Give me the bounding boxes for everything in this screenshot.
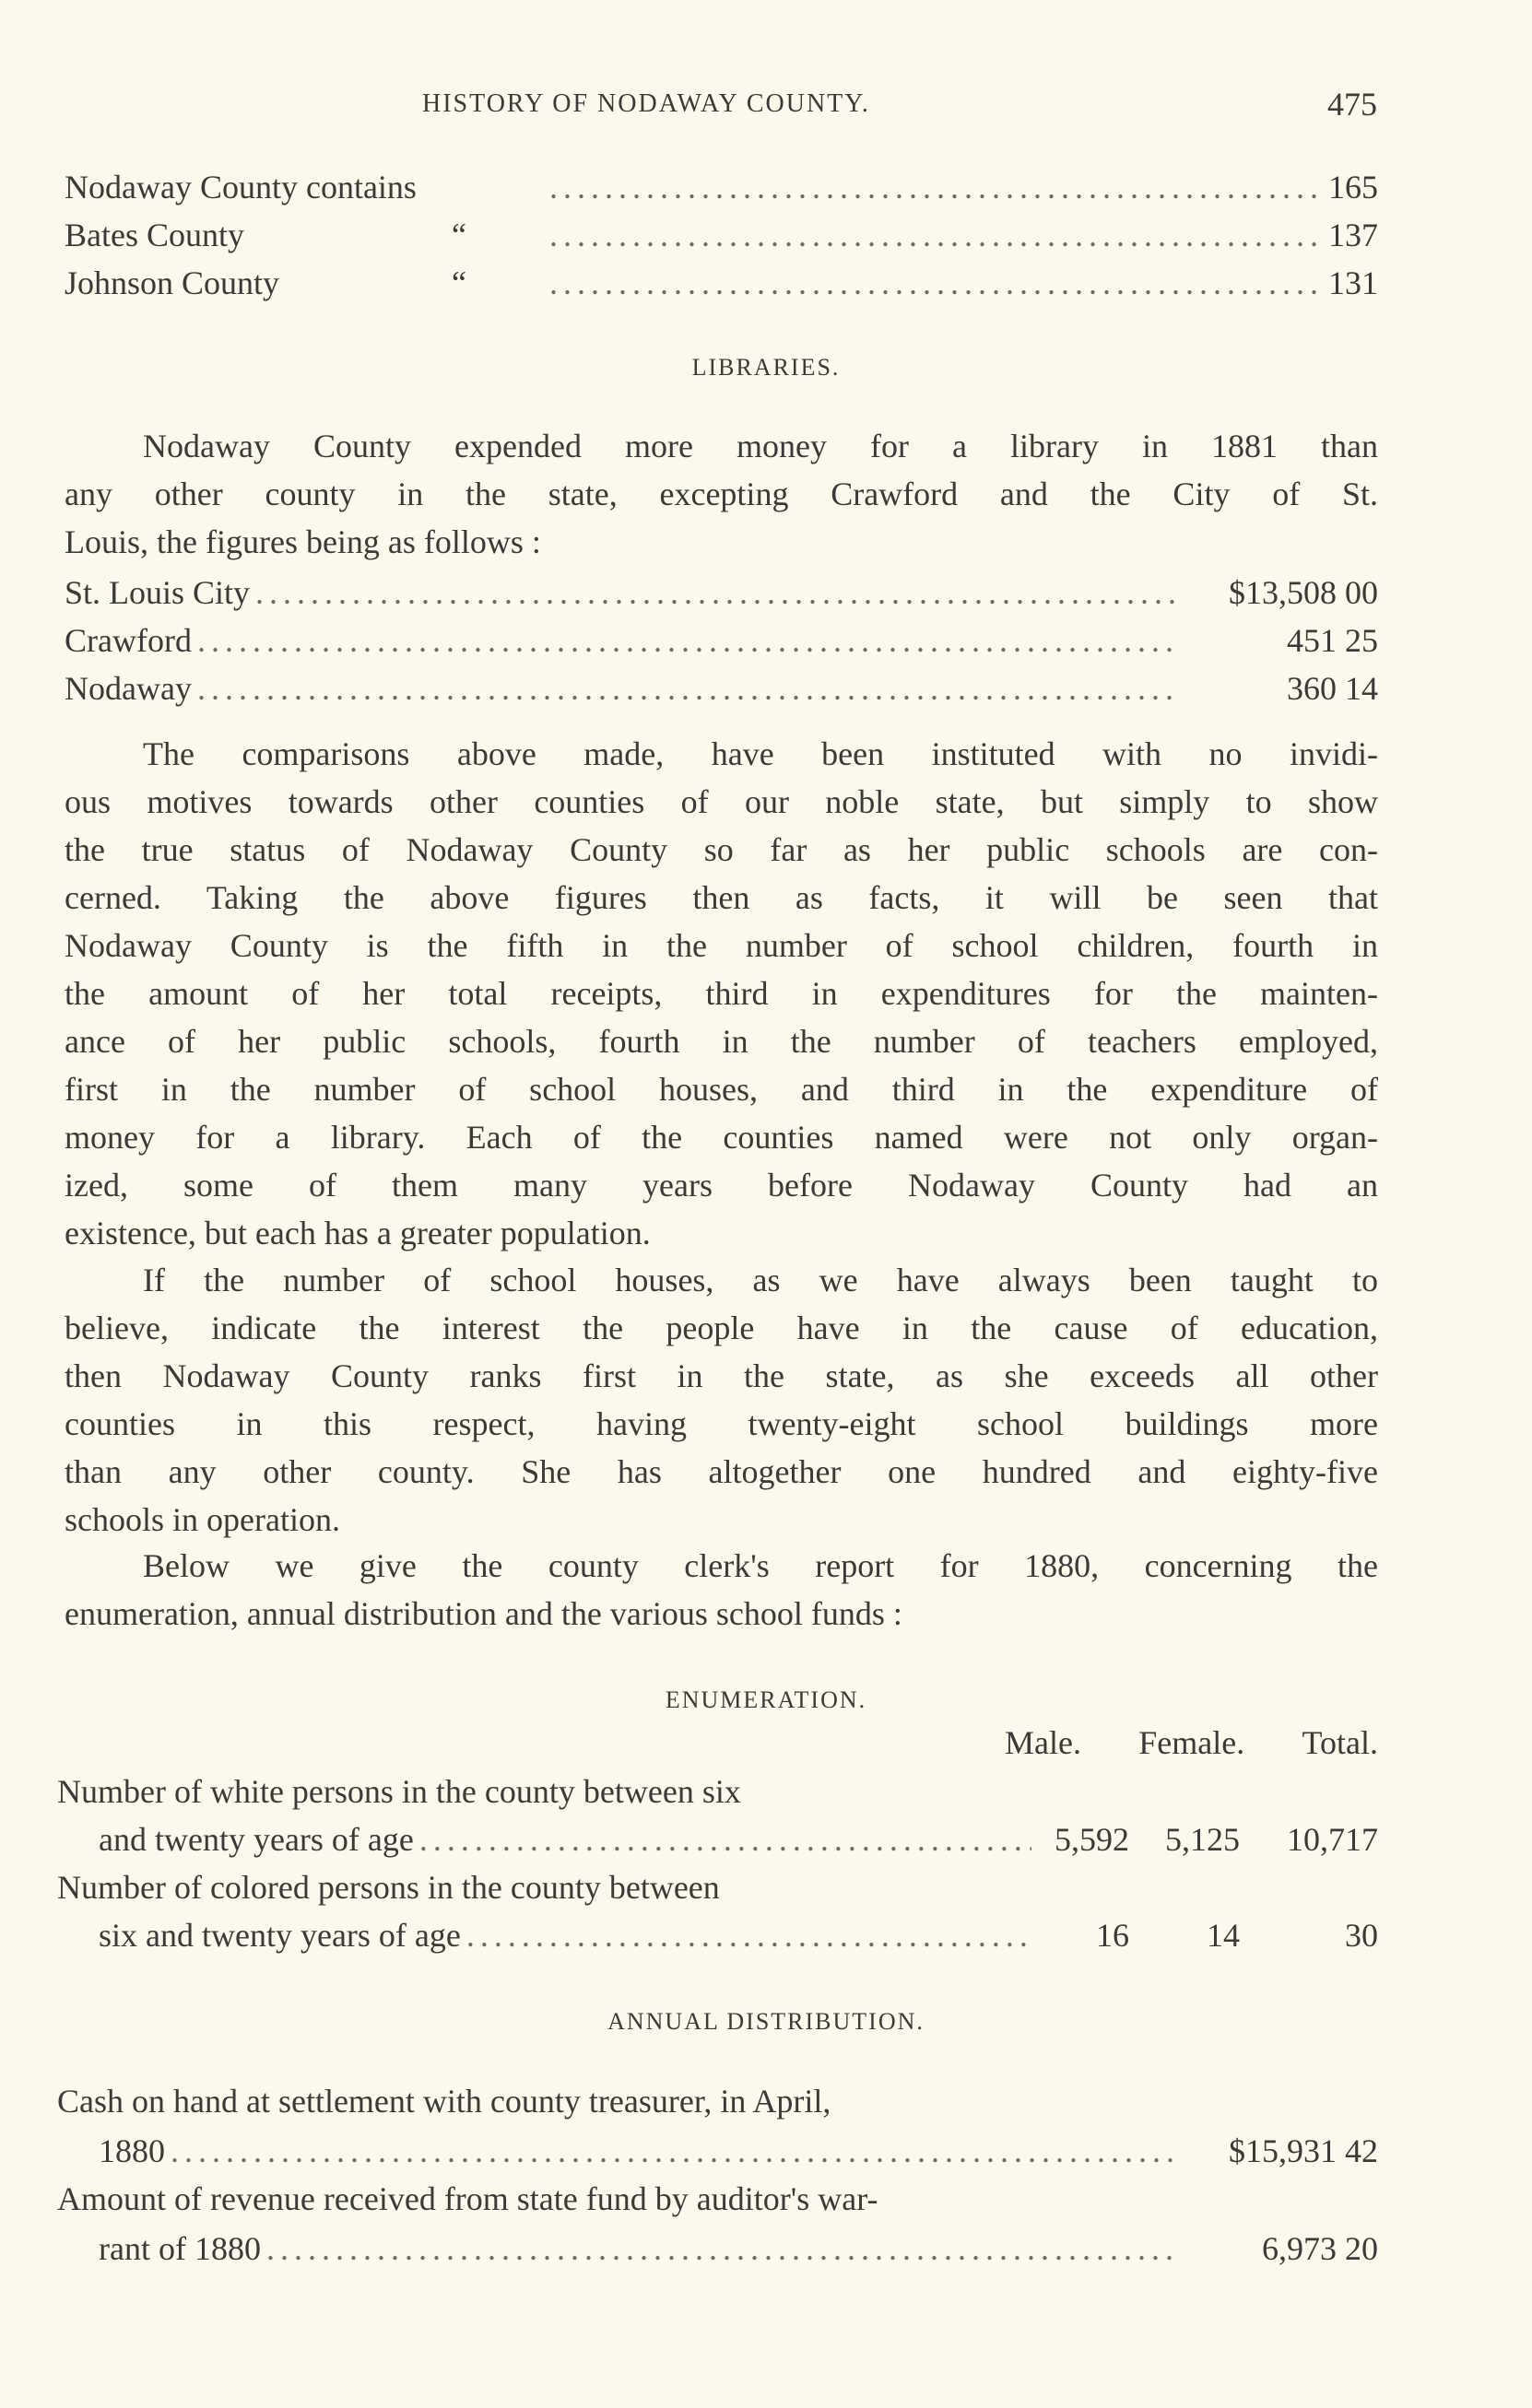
column-total: Total.: [1302, 1724, 1378, 1761]
dot-leader: [419, 1815, 1031, 1863]
enumeration-row-line1: Number of white persons in the county between six: [57, 1773, 741, 1810]
dot-leader: [255, 569, 1179, 617]
libraries-intro: [65, 422, 1378, 566]
paragraph-line: enumeration, annual distribution and the various school funds :: [65, 1595, 902, 1632]
paragraph-line: If the number of school houses, as we have always been taught to: [143, 1262, 1378, 1298]
row-value: $13,508 00: [1229, 574, 1378, 611]
row-label: Bates County: [65, 217, 244, 253]
dot-leader: [549, 163, 1323, 211]
paragraph-line: money for a library. Each of the counties named were not only organ-: [65, 1119, 1378, 1156]
paragraph-line: cerned. Taking the above figures then as facts, it will be seen that: [65, 879, 1378, 916]
school-house-row: [65, 211, 1378, 259]
paragraph-line: the true status of Nodaway County so far as her public schools are con-: [65, 831, 1378, 868]
report-paragraph: [65, 1542, 1378, 1638]
libraries-heading: LIBRARIES.: [691, 354, 841, 381]
row-value: 16: [1096, 1917, 1129, 1954]
school-house-row: [65, 163, 1378, 211]
libraries-table: [65, 569, 1378, 712]
enumeration-table: [57, 1768, 1378, 1959]
distribution-row: [57, 2225, 1378, 2273]
paragraph-line: ized, some of them many years before Nodaway County had an: [65, 1167, 1378, 1204]
row-value: 137: [1328, 217, 1378, 253]
enumeration-row-line1: Number of colored persons in the county between: [57, 1869, 720, 1906]
paragraph-line: ous motives towards other counties of our noble state, but simply to show: [65, 783, 1378, 820]
row-label: rant of 1880: [99, 2230, 261, 2267]
row-value: $15,931 42: [1229, 2132, 1378, 2169]
distribution-row-line1: Amount of revenue received from state fund by auditor's war-: [57, 2180, 878, 2217]
row-value: 30: [1345, 1917, 1378, 1954]
comparisons-paragraph: [65, 730, 1378, 1257]
row-label: Nodaway: [65, 670, 192, 707]
page-number: 475: [1327, 86, 1377, 123]
distribution-row: [57, 2127, 1378, 2175]
dot-leader: [197, 664, 1179, 712]
column-male: Male.: [1005, 1724, 1081, 1761]
library-row: [65, 617, 1378, 664]
paragraph-line: then Nodaway County ranks first in the state, as she exceeds all other: [65, 1357, 1378, 1394]
paragraph-line: Louis, the figures being as follows :: [65, 523, 541, 560]
header-title: HISTORY OF NODAWAY COUNTY.: [422, 89, 870, 118]
row-value: 10,717: [1287, 1821, 1378, 1858]
paragraph-line: Nodaway County expended more money for a library in 1881 than: [143, 428, 1378, 464]
paragraph-line: believe, indicate the interest the people have in the cause of education,: [65, 1310, 1378, 1346]
row-label: Johnson County: [65, 264, 280, 301]
library-row: [65, 664, 1378, 712]
dot-leader: [197, 617, 1179, 664]
row-value: 5,592: [1055, 1821, 1129, 1858]
school-house-row: [65, 259, 1378, 307]
row-label: Nodaway County contains: [65, 169, 417, 206]
row-label: six and twenty years of age: [99, 1917, 461, 1954]
column-female: Female.: [1138, 1724, 1245, 1761]
school-houses-paragraph: [65, 1256, 1378, 1544]
distribution-row-line1: Cash on hand at settlement with county treasurer, in April,: [57, 2083, 831, 2120]
paragraph-line: than any other county. She has altogether one hundred and eighty-five: [65, 1453, 1378, 1490]
paragraph-line: the amount of her total receipts, third in expenditures for the mainten-: [65, 975, 1378, 1012]
row-value: 360 14: [1287, 670, 1378, 707]
row-label: 1880: [99, 2132, 165, 2169]
row-value: 131: [1328, 264, 1378, 301]
paragraph-line: any other county in the state, excepting Crawford and the City of St.: [65, 476, 1378, 512]
paragraph-line: first in the number of school houses, and third in the expenditure of: [65, 1071, 1378, 1108]
enumeration-row: [57, 1815, 1378, 1863]
paragraph-line: Nodaway County is the fifth in the number of school children, fourth in: [65, 927, 1378, 964]
dot-leader: [466, 1911, 1031, 1959]
dot-leader: [549, 211, 1323, 259]
enumeration-row: [57, 1911, 1378, 1959]
row-value: 14: [1207, 1917, 1240, 1954]
row-label: and twenty years of age: [99, 1821, 414, 1858]
row-value: 5,125: [1165, 1821, 1240, 1858]
dot-leader: [549, 259, 1323, 307]
paragraph-line: schools in operation.: [65, 1501, 340, 1538]
library-row: [65, 569, 1378, 617]
enumeration-column-headers: [1005, 1719, 1378, 1767]
dot-leader: [266, 2225, 1179, 2273]
paragraph-line: counties in this respect, having twenty-eight school buildings more: [65, 1405, 1378, 1442]
ditto-mark: “: [452, 264, 466, 301]
paragraph-line: ance of her public schools, fourth in the number of teachers employed,: [65, 1023, 1378, 1060]
running-header: [0, 80, 1532, 128]
paragraph-line: Below we give the county clerk's report for 1880, concerning the: [143, 1547, 1378, 1584]
paragraph-line: existence, but each has a greater population.: [65, 1215, 651, 1251]
row-value: 451 25: [1287, 622, 1378, 659]
enumeration-heading: ENUMERATION.: [665, 1686, 867, 1713]
ditto-mark: “: [452, 217, 466, 253]
row-label: Crawford: [65, 622, 192, 659]
annual-distribution-table: [57, 2077, 1378, 2273]
annual-distribution-heading: ANNUAL DISTRIBUTION.: [607, 2008, 925, 2035]
row-value: 6,973 20: [1262, 2230, 1378, 2267]
row-value: 165: [1328, 169, 1378, 206]
dot-leader: [171, 2127, 1179, 2175]
paragraph-line: The comparisons above made, have been instituted with no invidi-: [143, 735, 1378, 772]
row-label: St. Louis City: [65, 574, 251, 611]
school-houses-list: [65, 163, 1378, 307]
